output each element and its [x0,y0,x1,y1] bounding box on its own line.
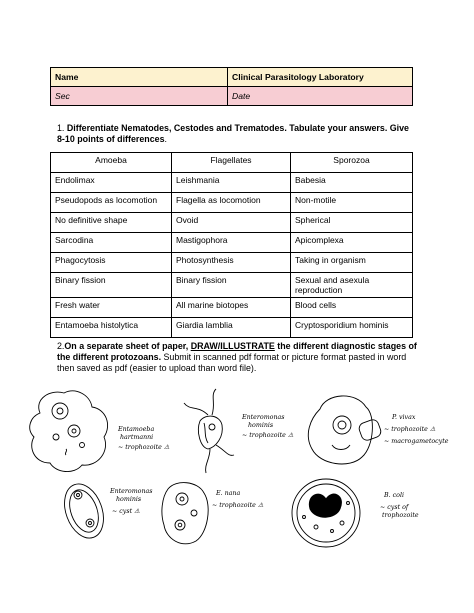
table-cell: Entamoeba histolytica [51,318,172,338]
table-cell: Babesia [291,173,413,193]
table-cell: Blood cells [291,298,413,318]
table-cell: Sexual and asexula reproduction [291,273,413,298]
coli-label-2: ~ cyst of [380,504,409,511]
question-2-normal: Submit in scanned pdf format or picture format pasted in word then saved as pdf (easier to upload than word file). [57,352,407,373]
question-2-bold-a: On a separate sheet of paper, [64,341,191,351]
name-label: Name [51,68,228,87]
sec-label: Sec [51,87,228,106]
table-cell: No definitive shape [51,213,172,233]
question-1-end: . [164,134,167,144]
table-cell: Cryptosporidium hominis [291,318,413,338]
entamoeba-label-2: hartmanni [120,434,154,441]
table-cell: Flagella as locomotion [172,193,291,213]
table-cell: Non-motile [291,193,413,213]
enteromonas-cyst-label-1: Enteromonas [110,488,153,495]
question-1-text: Differentiate Nematodes, Cestodes and Trematodes. Tabulate your answers. Give 8-10 points of differences [57,123,409,144]
coli-drawing [292,479,360,547]
enteromonas-cyst-label-3: ~ cyst ⚠ [112,508,140,515]
enteromonas-trophozoite-drawing [184,389,234,473]
question-2-underlined: DRAW/ILLUSTRATE [190,341,275,351]
table-cell: Mastigophora [172,233,291,253]
vivax-label-1: P. vivax [392,414,416,421]
table-row [51,193,413,213]
table-row [51,298,413,318]
nana-label-2: ~ trophozoite ⚠ [212,502,264,509]
table-cell: Endolimax [51,173,172,193]
table-cell: Apicomplexa [291,233,413,253]
entamoeba-drawing [30,391,108,472]
table-row [51,173,413,193]
table-cell: Leishmania [172,173,291,193]
table-cell: Giardia lamblia [172,318,291,338]
question-2 [57,341,417,374]
table-cell: Photosynthesis [172,253,291,273]
vivax-drawing [308,396,382,464]
table-row [51,233,413,253]
table-row [51,213,413,233]
table-cell: Taking in organism [291,253,413,273]
date-label: Date [228,87,413,106]
table-header-row [51,153,413,173]
vivax-label-2: ~ trophozoite ⚠ [384,426,436,433]
nana-drawing [162,483,208,544]
course-title: Clinical Parasitology Laboratory [228,68,413,87]
header-table [50,67,413,106]
question-1-number: 1. [57,123,65,133]
entamoeba-label-1: Entamoeba [118,426,155,433]
enteromonas-cyst-label-2: hominis [116,496,142,503]
protozoa-table [50,152,413,338]
table-cell: All marine biotopes [172,298,291,318]
entamoeba-label-3: ~ trophozoite ⚠ [118,444,170,451]
vivax-label-3: ~ macrogametocyte [384,438,449,445]
table-row [51,253,413,273]
column-header: Sporozoa [291,153,413,173]
nana-label-1: E. nana [216,490,241,497]
enteromonas-troph-label-3: ~ trophozoite ⚠ [242,432,294,439]
table-row [51,318,413,338]
table-cell: Phagocytosis [51,253,172,273]
table-cell: Binary fission [51,273,172,298]
column-header: Amoeba [51,153,172,173]
table-cell: Sarcodina [51,233,172,253]
column-header: Flagellates [172,153,291,173]
enteromonas-troph-label-2: hominis [248,422,274,429]
table-row [51,273,413,298]
table-cell: Pseudopods as locomotion [51,193,172,213]
question-1 [57,123,417,145]
coli-label-3: trophozoite [382,512,419,519]
table-cell: Spherical [291,213,413,233]
protozoa-drawings [20,385,460,555]
coli-label-1: B. coli [384,492,404,499]
question-2-bold-b: the different diagnostic stages of the different protozoans. [57,341,417,362]
enteromonas-cyst-drawing [58,479,111,544]
question-2-number: 2. [57,341,65,351]
table-cell: Ovoid [172,213,291,233]
table-cell: Fresh water [51,298,172,318]
table-cell: Binary fission [172,273,291,298]
enteromonas-troph-label-1: Enteromonas [242,414,285,421]
